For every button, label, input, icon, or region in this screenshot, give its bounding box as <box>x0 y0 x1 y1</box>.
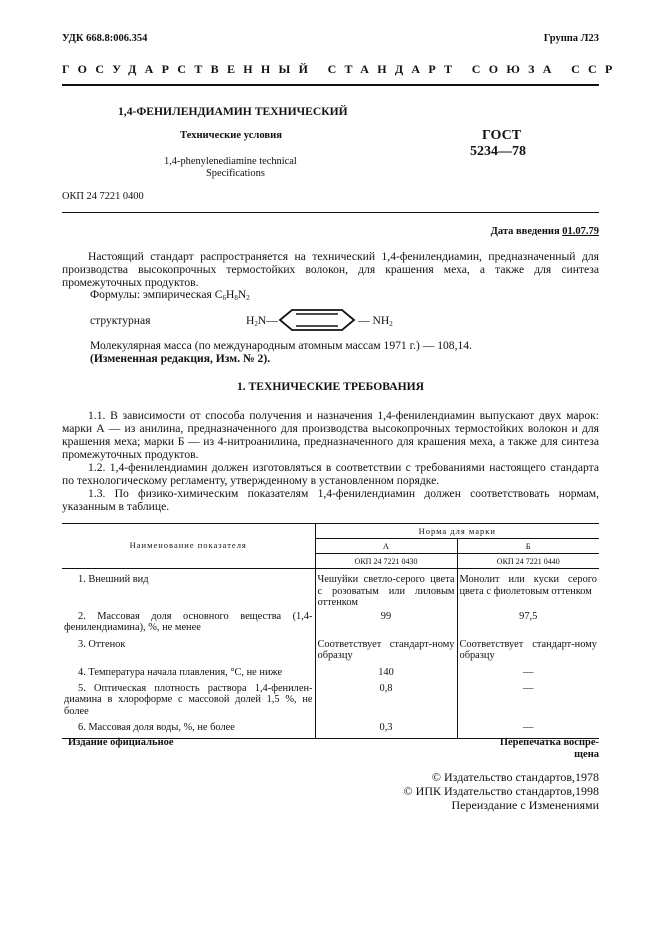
okp-code: ОКП 24 7221 0400 <box>62 191 144 202</box>
formula-n: N <box>237 288 247 301</box>
row-value-a <box>315 569 457 609</box>
english-subtitle: Specifications <box>206 168 265 179</box>
cell-a-text: Чешуйки светло-серого цвета с розоватым или лиловым оттенком <box>317 574 455 608</box>
okp-a-label: ОКП 24 7221 0430 <box>354 557 418 566</box>
intro-date-label: Дата введения <box>490 226 560 237</box>
okp-a-header <box>315 554 457 569</box>
table-row <box>62 637 599 667</box>
official-edition: Издание официальное <box>68 737 174 748</box>
row-name: 5. Оптическая плотность раствора 1,4-фенилен-диамина в хлороформе с массовой долей 1,5 %, не более <box>62 683 315 719</box>
header-rule <box>62 84 599 86</box>
row-value-b: 97,5 <box>519 610 538 622</box>
row-name: 4. Температура начала плавления, °С, не ниже <box>62 667 315 683</box>
cell-b-text: Монолит или куски серого цвета с фиолетовым оттенком <box>459 574 597 597</box>
formula-c-sub: 6 <box>222 294 227 302</box>
empirical-formula <box>90 288 250 302</box>
row-value-b: — <box>457 719 599 739</box>
gost-label: ГОСТ <box>482 128 522 143</box>
intro-date <box>491 226 599 237</box>
col-norm-label: Норма для марки <box>418 526 496 536</box>
reissue-note: Переиздание с Изменениями <box>451 798 599 812</box>
formula-h-sub: 8 <box>234 294 238 302</box>
structural-label: структурная <box>90 314 151 327</box>
empirical-label: Формулы: эмпирическая <box>90 288 212 301</box>
english-title: 1,4-phenylenediamine technical <box>164 156 297 167</box>
row-value-b <box>457 569 599 609</box>
structural-right-group <box>358 314 393 328</box>
structural-left-group <box>246 314 278 328</box>
grade-b-header <box>457 539 599 554</box>
benzene-ring-icon <box>278 308 356 332</box>
clause-1-1: 1.1. В зависимости от способа получения и назначения 1,4-фенилендиамин выпускают двух марок: марки А — из анилина, предназначенного для производства высокопрочных термостойких волокон и для крашения меха; марки Б — из 4-нитроанилина, предназначенного для крашения меха, а также для синтеза промежуточных продуктов. <box>62 409 599 461</box>
formula-c: C <box>214 288 223 301</box>
section-heading: 1. ТЕХНИЧЕСКИЕ ТРЕБОВАНИЯ <box>236 380 425 393</box>
table-row <box>62 683 599 719</box>
requirements-table <box>62 523 599 739</box>
row-value-a: 140 <box>315 667 457 683</box>
standard-banner: ГОСУДАРСТВЕННЫЙ СТАНДАРТ СОЮЗА ССР <box>62 62 621 76</box>
struct-left-h: H <box>246 314 255 327</box>
struct-left-sub: 2 <box>254 320 258 328</box>
table-row <box>62 609 599 637</box>
formula-n-sub: 2 <box>246 294 250 302</box>
udk-code: УДК 668.8:006.354 <box>62 33 148 44</box>
table-row <box>62 569 599 609</box>
grade-a-label: А <box>382 541 390 551</box>
okp-b-label: ОКП 24 7221 0440 <box>496 557 560 566</box>
table-header-name <box>62 524 315 569</box>
gost-number: 5234—78 <box>470 144 526 159</box>
row-value-a: 0,8 <box>315 683 457 719</box>
title-rule <box>62 212 599 213</box>
struct-left-end: N— <box>257 314 278 327</box>
document-subtitle: Технические условия <box>180 130 282 141</box>
table-header-norm <box>315 524 599 539</box>
row-name: 6. Массовая доля воды, %, не более <box>62 719 315 739</box>
document-title: 1,4-ФЕНИЛЕНДИАМИН ТЕХНИЧЕСКИЙ <box>118 105 348 118</box>
row-name: 2. Массовая доля основного вещества (1,4-фенилендиамина), %, не менее <box>62 609 315 637</box>
row-value-b: Соответствует стандарт-ному образцу <box>459 638 597 661</box>
row-name: 1. Внешний вид <box>62 569 315 609</box>
copyright-1998: © ИПК Издательство стандартов,1998 <box>403 784 599 798</box>
formula-h: H <box>226 288 235 301</box>
row-value-b: — <box>523 682 534 694</box>
struct-right-sub: 2 <box>389 320 393 328</box>
reprint-notice-line1: Перепечатка воспре- <box>499 737 599 748</box>
group-code: Группа Л23 <box>543 33 599 44</box>
intro-date-value: 01.07.79 <box>562 226 599 237</box>
row-name: 3. Оттенок <box>62 637 315 667</box>
reprint-notice-line2: щена <box>574 749 599 760</box>
col-name-label: Наименование показателя <box>129 540 247 551</box>
clause-1-2: 1.2. 1,4-фенилендиамин должен изготовляться в соответствии с требованиями настоящего стандарта по технологическому регламенту, утвержденному в установленном порядке. <box>62 461 599 487</box>
row-value-a: 0,3 <box>315 719 457 739</box>
grade-a-header <box>315 539 457 554</box>
row-value-b: — <box>523 666 534 678</box>
grade-b-label: Б <box>525 541 531 551</box>
struct-right-nh: — NH <box>358 314 390 327</box>
copyright-1978: © Издательство стандартов,1978 <box>431 770 599 784</box>
row-value-a: 99 <box>315 609 457 637</box>
table-row <box>62 667 599 683</box>
okp-b-header <box>457 554 599 569</box>
molar-mass: Молекулярная масса (по международным атомным массам 1971 г.) — 108,14. <box>90 339 472 352</box>
row-value-a: Соответствует стандарт-ному образцу <box>315 637 457 667</box>
revision-note: (Измененная редакция, Изм. № 2). <box>90 352 271 365</box>
intro-paragraph: Настоящий стандарт распространяется на технический 1,4-фенилендиамин, предназначенный для производства высокопрочных термостойких волокон, для крашения меха, а также для синтеза промежуточных продуктов. <box>62 250 599 289</box>
table-row <box>62 719 599 739</box>
clause-1-3: 1.3. По физико-химическим показателям 1,4-фенилендиамин должен соответствовать нормам, указанным в таблице. <box>62 487 599 513</box>
